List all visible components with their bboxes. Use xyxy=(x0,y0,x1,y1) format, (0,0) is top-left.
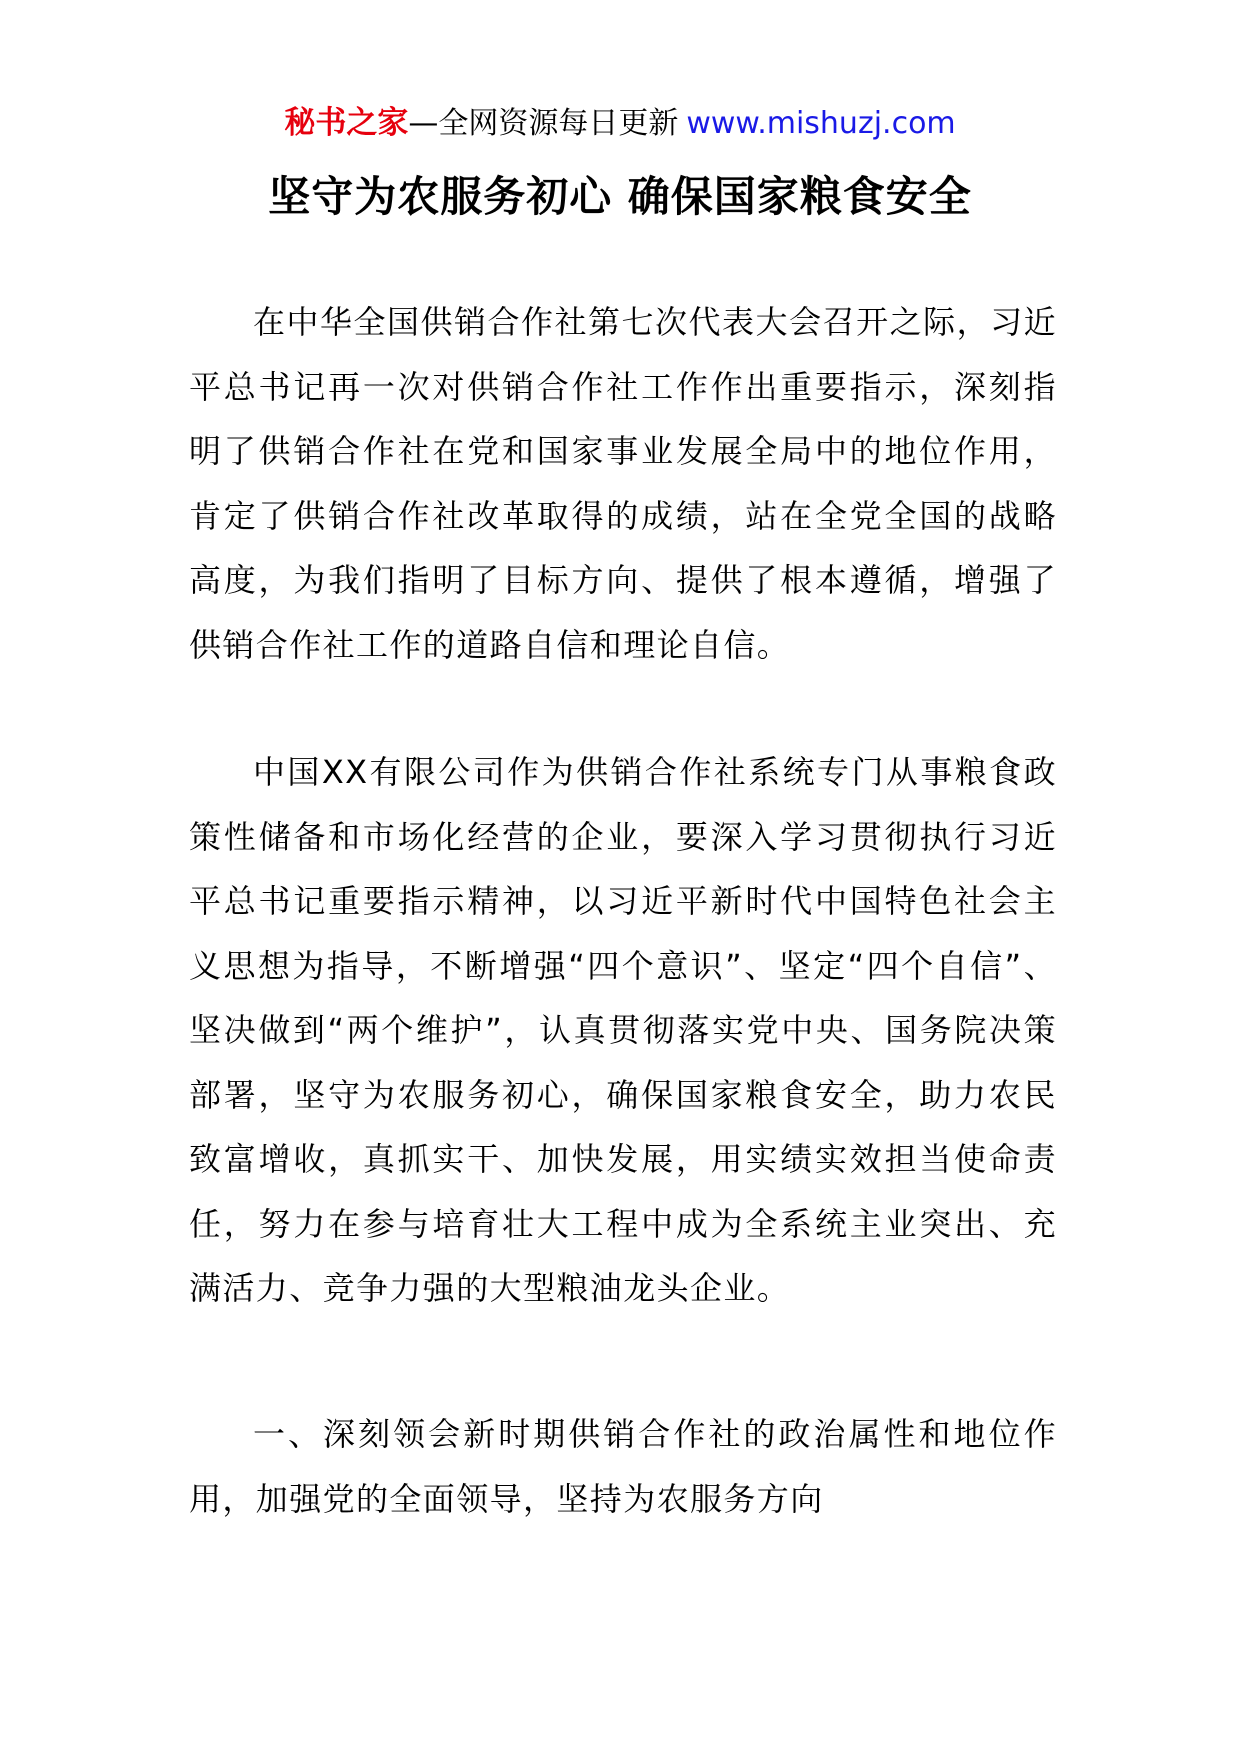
document-title: 坚守为农服务初心 确保国家粮食安全 xyxy=(268,172,972,221)
header-slogan: —全网资源每日更新 xyxy=(408,106,679,141)
site-url-link[interactable]: www.mishuzj.com xyxy=(686,106,956,141)
paragraph-intro: 在中华全国供销合作社第七次代表大会召开之际，习近平总书记再一次对供销合作社工作作出重要指示，深刻指明了供销合作社在党和国家事业发展全局中的地位作用，肯定了供销合作社改革取得的成绩，站在全党全国的战略高度，为我们指明了目标方向、提供了根本遵循，增强了供销合作社工作的道路自信和理论自信。 xyxy=(189,303,1057,664)
watermark-header xyxy=(0,100,1240,147)
brand-name: 秘书之家 xyxy=(284,105,409,141)
paragraph-company: 中国XX有限公司作为供销合作社系统专门从事粮食政策性储备和市场化经营的企业，要深入学习贯彻执行习近平总书记重要指示精神，以习近平新时代中国特色社会主义思想为指导，不断增强“四个意识”、坚定“四个自信”、坚决做到“两个维护”，认真贯彻落实党中央、国务院决策部署，坚守为农服务初心，确保国家粮食安全，助力农民致富增收，真抓实干、加快发展，用实绩实效担当使命责任，努力在参与培育壮大工程中成为全系统主业突出、充满活力、竞争力强的大型粮油龙头企业。 xyxy=(189,753,1057,1307)
section-heading-one: 一、深刻领会新时期供销合作社的政治属性和地位作用，加强党的全面领导，坚持为农服务方向 xyxy=(189,1415,1057,1518)
